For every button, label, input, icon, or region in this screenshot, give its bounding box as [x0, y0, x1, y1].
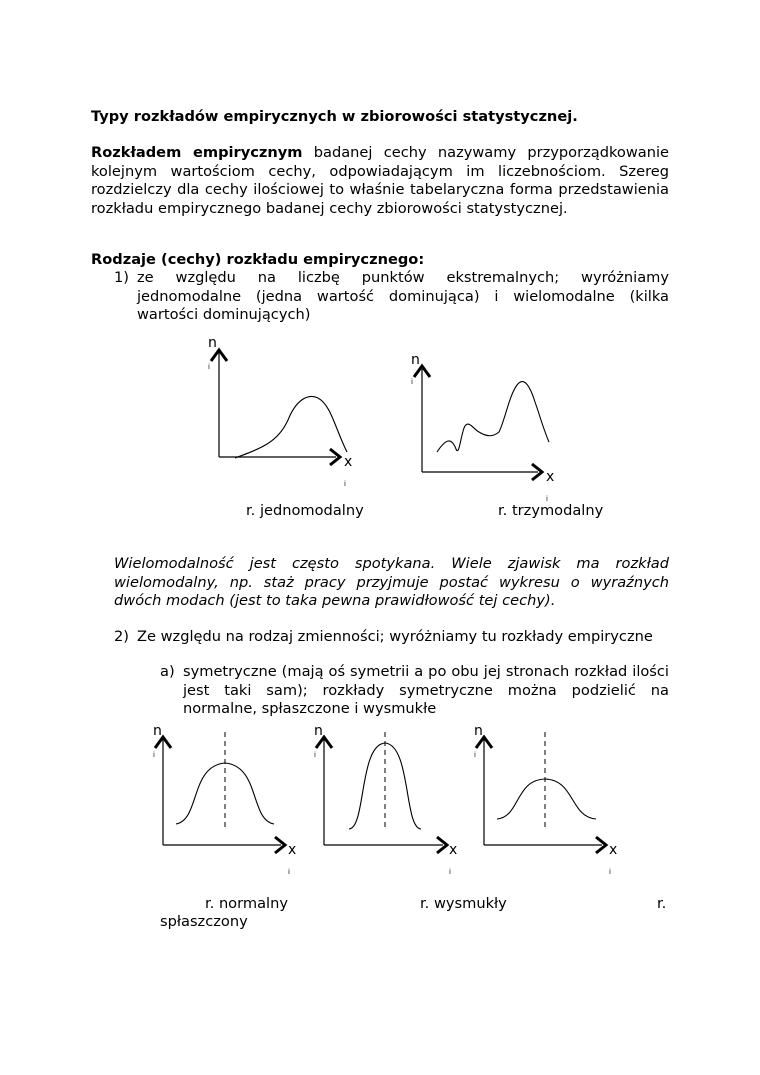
y-axis-subscript: i	[411, 378, 413, 386]
section-heading: Rodzaje (cechy) rozkładu empirycznego:	[91, 251, 425, 268]
italic-note: Wielomodalność jest często spotykana. Wiele zjawisk ma rozkład wielomodalny, np. staż pracy przyjmuje postać wykresu o wyraźnych dwóch modach (jest to taka pewna prawidłowość tej cechy).	[114, 555, 669, 609]
list-item-2-number: 2)	[114, 628, 129, 645]
list-item-2-text: Ze względu na rodzaj zmienności; wyróżniamy tu rozkłady empiryczne	[137, 628, 653, 645]
caption-trimodal: r. trzymodalny	[498, 502, 604, 519]
flat-curve	[497, 779, 596, 819]
sub-item-a-letter: a)	[160, 663, 175, 680]
chart-slender	[316, 732, 447, 853]
definition-text: badanej cechy nazywamy przyporządkowanie kolejnym wartościom cechy, odpowiadającym im liczebnościom. Szereg rozdzielczy dla cechy ilościowej to właśnie tabelaryczna forma przedstawienia rozkładu empirycznego badanej cechy zbiorowości statystycznej.	[91, 144, 669, 217]
x-axis-label: x	[449, 842, 458, 858]
y-axis-subscript: i	[474, 751, 476, 759]
caption-flat-prefix: r.	[657, 895, 667, 912]
x-axis-subscript: i	[344, 480, 346, 488]
chart-flat	[476, 732, 606, 853]
y-axis-label: n	[474, 723, 483, 739]
x-axis-subscript: i	[609, 868, 611, 876]
y-axis-label: n	[411, 352, 420, 368]
y-axis-subscript: i	[314, 751, 316, 759]
x-axis-subscript: i	[546, 495, 548, 503]
y-axis-subscript: i	[153, 751, 155, 759]
y-axis-subscript: i	[208, 363, 210, 371]
page-title: Typy rozkładów empirycznych w zbiorowości statystycznej.	[91, 108, 578, 125]
x-axis-label: x	[344, 454, 353, 470]
chart-normal	[155, 732, 285, 853]
definition-term: Rozkładem empirycznym	[91, 144, 303, 161]
caption-slender: r. wysmukły	[420, 895, 507, 912]
caption-flat-word: spłaszczony	[160, 913, 248, 930]
sub-item-a-text: symetryczne (mają oś symetrii a po obu jej stronach rozkład ilości jest taki sam); rozkłady symetryczne można podzielić na normalne, spłaszczone i wysmukłe	[183, 663, 669, 717]
y-axis-label: n	[208, 335, 217, 351]
list-item-1-number: 1)	[114, 269, 129, 286]
y-axis-label: n	[314, 723, 323, 739]
x-axis-subscript: i	[449, 868, 451, 876]
list-item-1-text: ze względu na liczbę punktów ekstremalnych; wyróżniamy jednomodalne (jedna wartość dominująca) i wielomodalne (kilka wartości dominujących)	[137, 269, 669, 323]
x-axis-subscript: i	[288, 868, 290, 876]
x-axis-label: x	[546, 469, 555, 485]
x-axis-label: x	[288, 842, 297, 858]
x-axis-label: x	[609, 842, 618, 858]
caption-unimodal: r. jednomodalny	[246, 502, 364, 519]
caption-normal: r. normalny	[205, 895, 288, 912]
y-axis-label: n	[153, 723, 162, 739]
